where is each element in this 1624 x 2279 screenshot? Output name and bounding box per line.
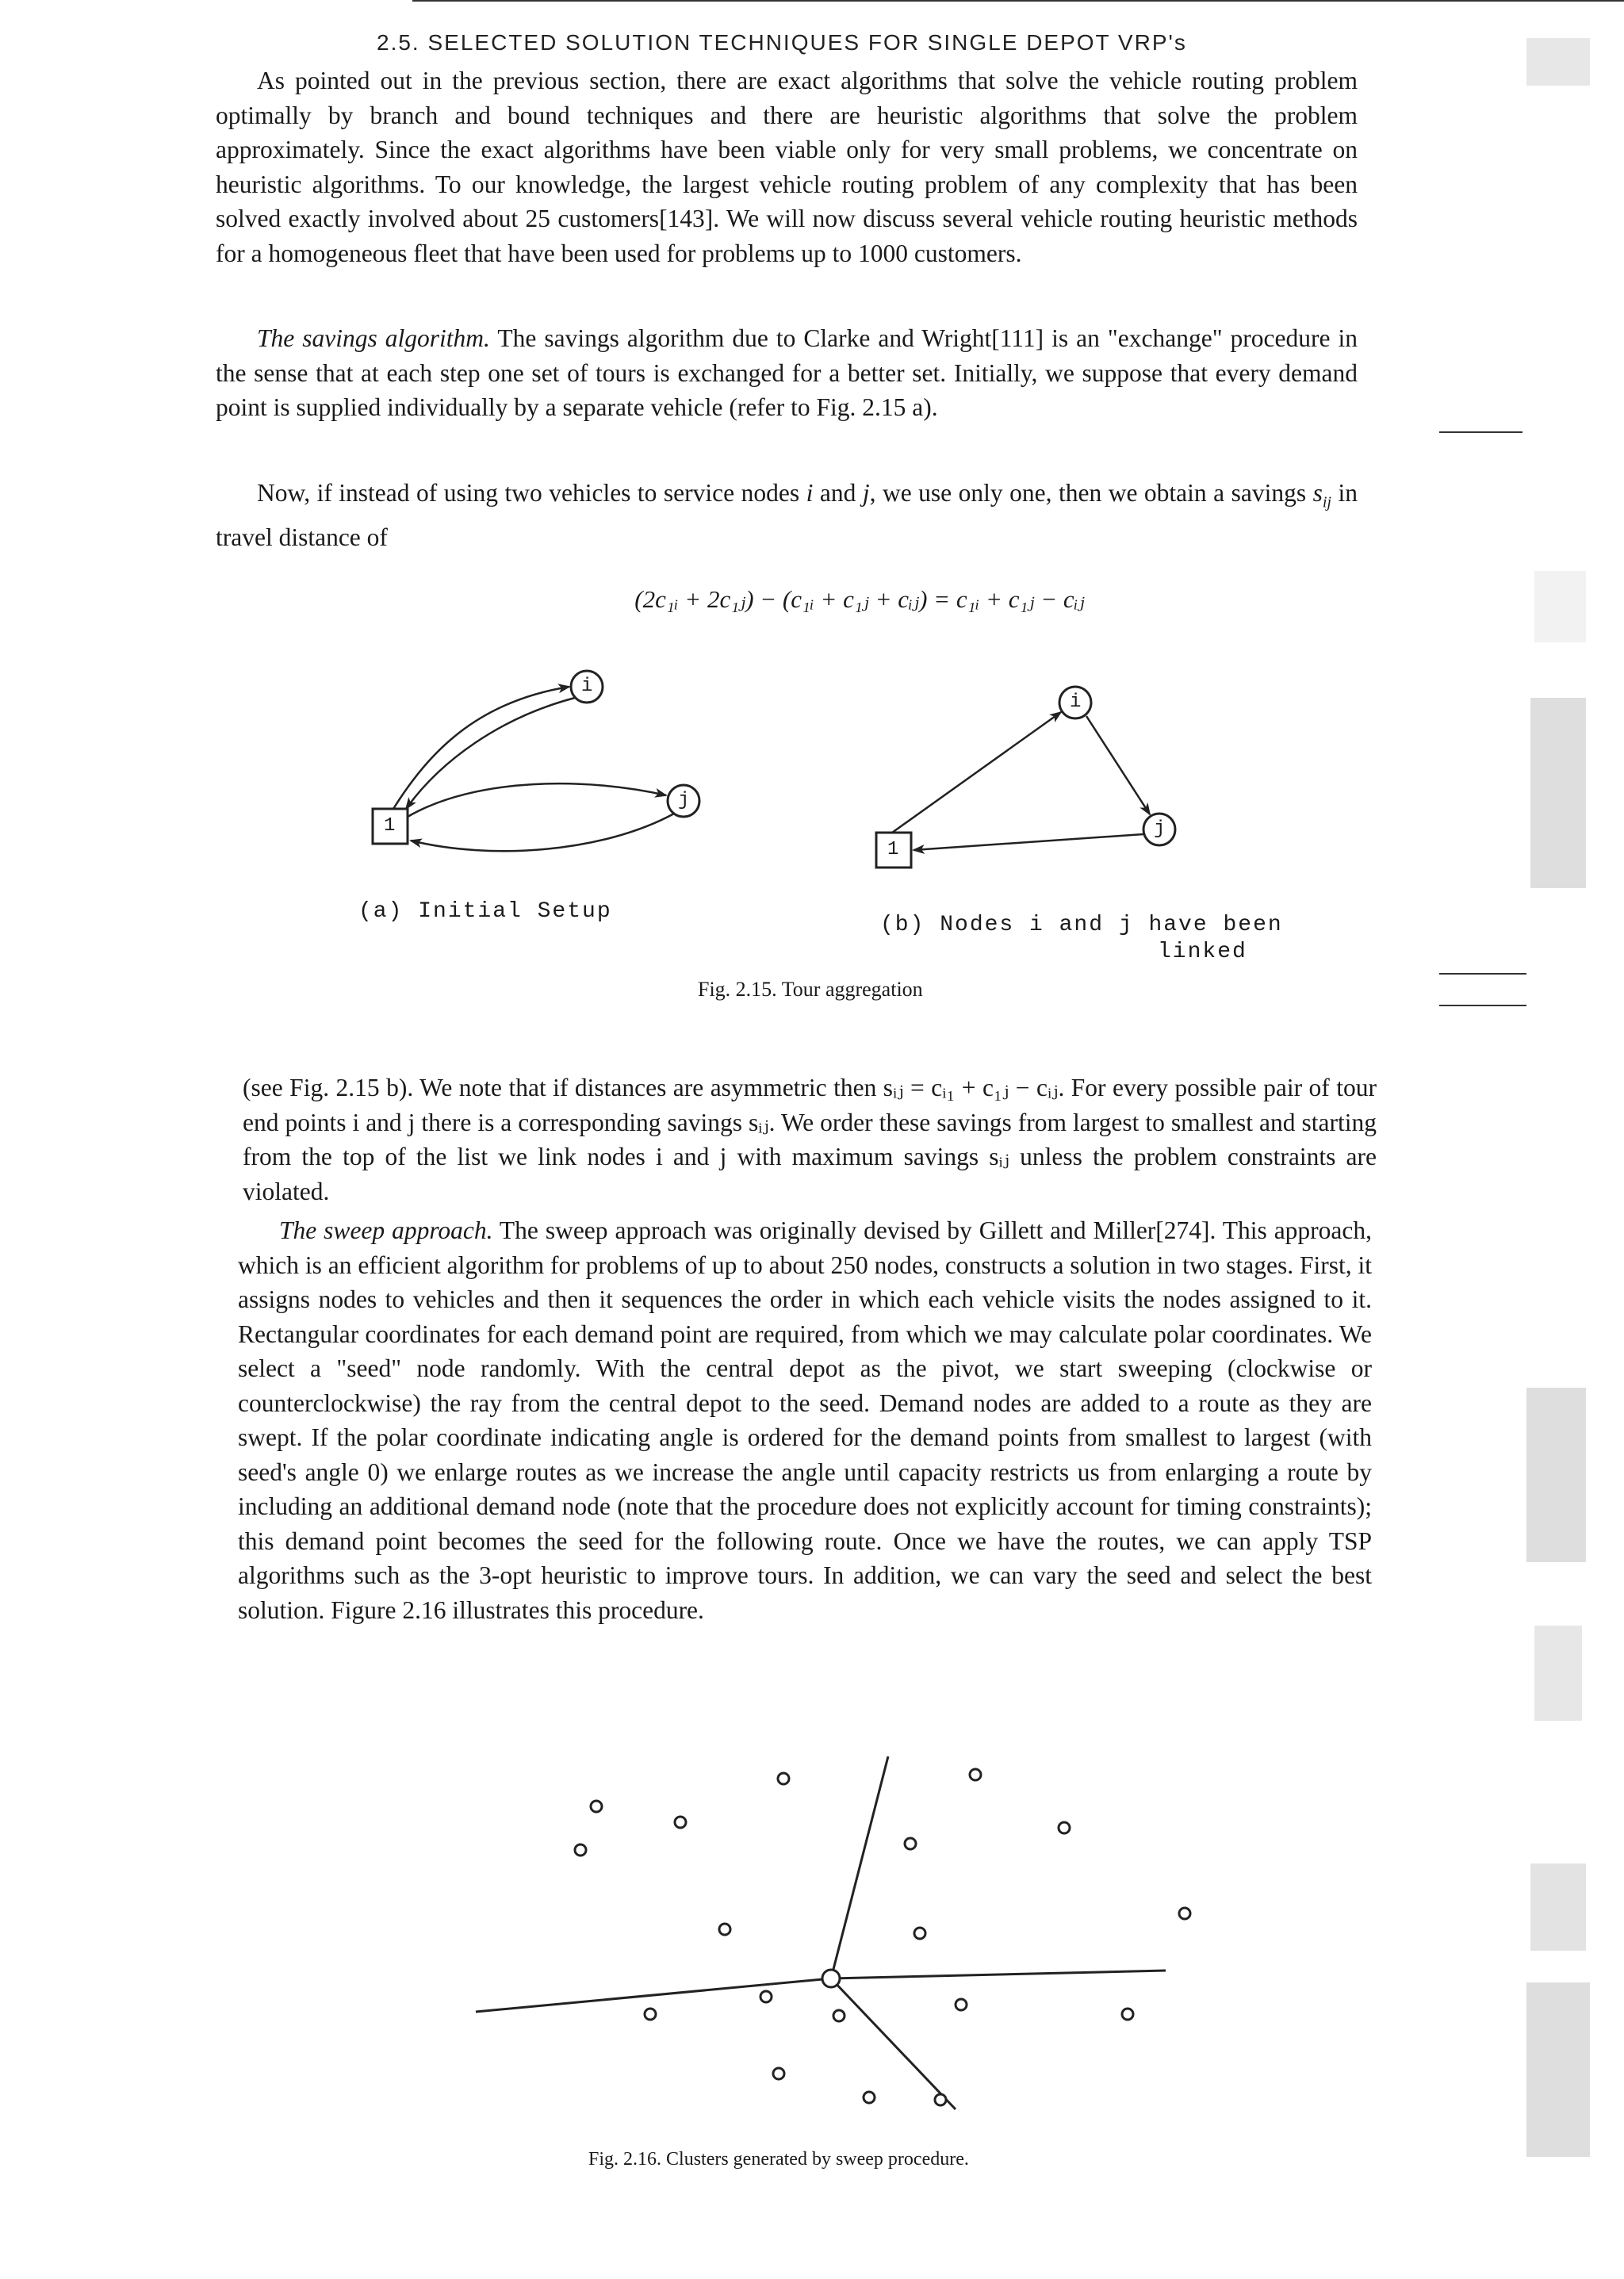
fig215-caption: Fig. 2.15. Tour aggregation — [698, 978, 923, 1001]
fig216-caption: Fig. 2.16. Clusters generated by sweep procedure. — [588, 2149, 969, 2170]
fig215-label-a: (a) Initial Setup — [358, 899, 612, 924]
sweep-ray-left — [476, 1978, 831, 2012]
demand-node — [1059, 1822, 1070, 1833]
demand-nodes — [575, 1769, 1190, 2105]
label-node-1b: 1 — [887, 839, 901, 860]
paragraph-sweep — [238, 1213, 1372, 1627]
demand-node — [956, 1999, 967, 2010]
label-node-ib: i — [1070, 691, 1083, 713]
arc-i-to-1 — [406, 698, 575, 809]
demand-node — [970, 1769, 981, 1780]
savings-text: The savings algorithm due to Clarke and Wright[111] is an "exchange" procedure in the sense that at each step one set of tours is exchanged for a better set. Initially, we suppose that every demand point is supplied individually by a separate vehicle (refer to Fig. 2.15 a). — [216, 324, 1358, 421]
label-node-ia: i — [581, 676, 595, 697]
demand-node — [833, 2010, 845, 2021]
demand-node — [905, 1838, 916, 1849]
fig215-label-b-line1: (b) Nodes i and j have been — [880, 913, 1283, 937]
savings-equation: (2c₁ᵢ + 2c₁ⱼ) − (c₁ᵢ + c₁ⱼ + cᵢⱼ) = c₁ᵢ + c₁ⱼ − cᵢⱼ — [634, 585, 1085, 613]
fig215-label-b-line2: linked — [1158, 940, 1247, 964]
paragraph-intro-text: As pointed out in the previous section, there are exact algorithms that solve the vehicle routing problem optimally by branch and bound techniques and there are heuristic algorithms that solve the problem approximately. Since the exact algorithms have been viable only for very small problems, we concentrate on heuristic algorithms. To our knowledge, the largest vehicle routing problem of any complexity that has been solved exactly involved about 25 customers[143]. We will now discuss several vehicle routing heuristic methods for a homogeneous fleet that have been used for problems up to 1000 customers. — [216, 67, 1358, 267]
edge-j-to-1 — [914, 834, 1143, 850]
central-depot — [822, 1970, 840, 1987]
demand-node — [1122, 2009, 1133, 2020]
paragraph-intro — [216, 63, 1358, 270]
top-rule — [412, 0, 1624, 2]
sweep-heading: The sweep approach. — [279, 1216, 493, 1244]
edge-i-to-j — [1086, 716, 1150, 814]
sweep-ray-down — [831, 1978, 956, 2109]
demand-node — [675, 1817, 686, 1828]
arc-1-to-i — [393, 687, 569, 809]
demand-node — [760, 1991, 772, 2002]
edge-1-to-i — [892, 712, 1061, 833]
arc-1-to-j — [408, 783, 666, 817]
savings-heading: The savings algorithm. — [257, 324, 490, 352]
label-node-1a: 1 — [384, 815, 397, 837]
paragraph-savings — [216, 321, 1358, 425]
paragraph-asymmetric — [243, 1071, 1377, 1208]
demand-node — [575, 1844, 586, 1856]
paragraph-asymmetric-text: (see Fig. 2.15 b). We note that if distances are asymmetric then sᵢⱼ = cᵢ₁ + c₁ⱼ − cᵢⱼ. For every possible pair of tour end points i and j there is a corresponding savings sᵢⱼ. We order these savings from largest to smallest and starting from the top of the list we link nodes i and j with maximum savings sᵢⱼ unless the problem constraints are violated. — [243, 1074, 1377, 1205]
demand-node — [935, 2094, 946, 2105]
demand-node — [914, 1928, 925, 1939]
demand-node — [645, 2009, 656, 2020]
running-head: 2.5. SELECTED SOLUTION TECHNIQUES FOR SINGLE DEPOT VRP's — [377, 30, 1187, 55]
demand-node — [778, 1773, 789, 1784]
sweep-ray-right — [831, 1971, 1166, 1978]
sweep-text: The sweep approach was originally devised by Gillett and Miller[274]. This approach, which is an efficient algorithm for problems of up to about 250 nodes, constructs a solution in two stages. First, it assigns nodes to vehicles and then it sequences the order in which each vehicle visits the nodes assigned to it. Rectangular coordinates for each demand point are required, from which we may calculate polar coordinates. We select a "seed" node randomly. With the central depot as the pivot, we start sweeping (clockwise or counterclockwise) the ray from the central depot to the seed. Demand nodes are added to a route as they are swept. If the polar coordinate indicating angle is ordered for the demand points from smallest to largest (with seed's angle 0) we enlarge routes as we increase the angle until capacity restricts us from enlarging a route by including an additional demand node (note that the procedure does not explicitly account for timing constraints); this demand point becomes the seed for the following route. Once we have the routes, we can apply TSP algorithms such as the 3-opt heuristic to improve tours. In addition, we can vary the seed and select the best solution. Figure 2.16 illustrates this procedure. — [238, 1216, 1372, 1624]
label-node-jb: j — [1154, 818, 1167, 840]
sweep-ray-up — [831, 1756, 888, 1978]
label-node-ja: j — [678, 790, 691, 811]
demand-node — [773, 2068, 784, 2079]
arc-j-to-1 — [411, 814, 674, 851]
demand-node — [591, 1801, 602, 1812]
demand-node — [1179, 1908, 1190, 1919]
demand-node — [864, 2092, 875, 2103]
paragraph-two-vehicles: Now, if instead of using two vehicles to service nodes i and j, we use only one, then we obtain a savings $s_{ij}$ in travel distance of — [216, 479, 1358, 551]
demand-node — [719, 1924, 730, 1935]
